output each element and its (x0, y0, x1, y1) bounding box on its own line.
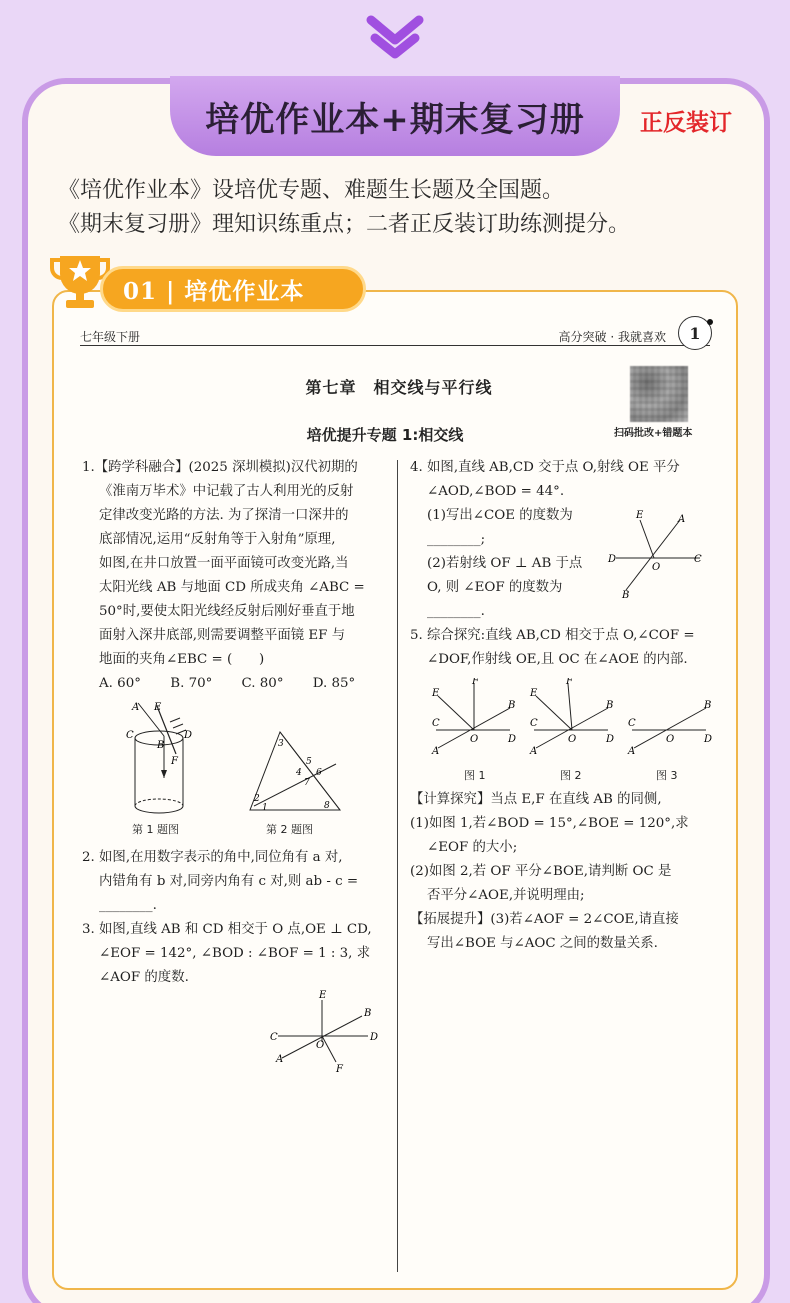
q4-line: ________. (427, 604, 485, 619)
svg-text:E: E (432, 688, 440, 699)
svg-text:C: C (530, 718, 538, 729)
svg-text:B: B (508, 700, 516, 711)
figure-5-1 (424, 678, 520, 758)
svg-text:F: F (566, 678, 573, 687)
svg-text:D: D (508, 734, 517, 745)
q1-line: 50°时,要使太阳光线经反射后刚好垂直于地 (99, 604, 355, 619)
svg-text:O: O (470, 734, 479, 745)
q4-line: (2)若射线 OF ⊥ AB 于点 (427, 556, 583, 571)
svg-text:C: C (432, 718, 440, 729)
q1-option-a: A. 60° (99, 676, 141, 691)
svg-text:E: E (636, 510, 644, 521)
q1-line: 地面的夹角∠EBC = ( ) (99, 652, 265, 667)
svg-text:A: A (530, 746, 538, 757)
figure-5-2 (522, 678, 618, 758)
q5-line: ∠DOF,作射线 OE,且 OC 在∠AOE 的内部. (427, 652, 688, 667)
banner-title: 培优作业本+期末复习册 (205, 99, 585, 140)
figure-2-triangle (244, 726, 354, 818)
q1-line: 面射入深井底部,则需要调整平面镜 EF 与 (99, 628, 346, 643)
svg-text:C: C (694, 554, 702, 565)
svg-text:A: A (628, 746, 636, 757)
q4-line: 4. 如图,直线 AB,CD 交于点 O,射线 OE 平分 (410, 460, 680, 475)
q3-line: ∠AOF 的度数. (99, 970, 189, 985)
question-3 (82, 918, 384, 990)
svg-text:B: B (704, 700, 712, 711)
svg-text:D: D (370, 1032, 379, 1043)
svg-text:O: O (316, 1040, 325, 1051)
svg-text:4: 4 (296, 768, 302, 778)
q1-line: 《淮南万毕术》中记载了古人利用光的反射 (99, 484, 354, 499)
q5-part-line: ∠EOF 的大小; (427, 840, 518, 855)
figure-1-well (124, 698, 234, 818)
intro-text (58, 174, 630, 242)
svg-text:C: C (270, 1032, 278, 1043)
svg-text:2: 2 (254, 794, 260, 804)
section-tag (100, 266, 366, 312)
q3-line: 3. 如图,直线 AB 和 CD 相交于 O 点,OE ⊥ CD, (82, 922, 372, 937)
q1-line: 太阳光线 AB 与地面 CD 所成夹角 ∠ABC = (99, 580, 365, 595)
svg-text:O: O (568, 734, 577, 745)
question-5-parts (410, 788, 712, 956)
q5-part-line: (2)如图 2,若 OF 平分∠BOE,请判断 OC 是 (410, 864, 672, 879)
q2-line: ________. (99, 898, 157, 913)
figure-5-3 (620, 678, 716, 758)
q1-line: 1.【跨学科融合】(2025 深圳模拟)汉代初期的 (82, 460, 358, 475)
column-divider (397, 460, 398, 1272)
svg-text:E: E (154, 702, 162, 713)
svg-text:B: B (606, 700, 614, 711)
svg-text:O: O (666, 734, 675, 745)
svg-text:O: O (652, 562, 661, 573)
q4-line: ∠AOD,∠BOD = 44°. (427, 484, 565, 499)
q5-part-line: (1)如图 1,若∠BOD = 15°,∠BOE = 120°,求 (410, 816, 689, 831)
svg-text:3: 3 (278, 739, 284, 749)
svg-text:A: A (132, 702, 140, 713)
q1-option-c: C. 80° (241, 676, 284, 691)
q5-part-line: 写出∠BOE 与∠AOC 之间的数量关系. (427, 936, 658, 951)
qr-code[interactable] (630, 366, 688, 422)
q4-line: O, 则 ∠EOF 的度数为 (427, 580, 563, 595)
q1-line: 定律改变光路的方法. 为了探清一口深井的 (99, 508, 349, 523)
figure-1-caption: 第 1 题图 (132, 823, 179, 836)
q5-part-line: 【拓展提升】(3)若∠AOF = 2∠COE,请直接 (410, 912, 679, 927)
q5-part-line: 否平分∠AOE,并说明理由; (427, 888, 585, 903)
page-number: 1 (678, 316, 712, 350)
svg-text:B: B (622, 590, 630, 598)
question-5 (410, 624, 712, 672)
svg-text:C: C (126, 730, 134, 741)
q2-line: 2. 如图,在用数字表示的角中,同位角有 a 对, (82, 850, 343, 865)
svg-text:D: D (184, 730, 193, 741)
svg-text:C: C (628, 718, 636, 729)
q5-part-line: 【计算探究】当点 E,F 在直线 AB 的同侧, (410, 792, 662, 807)
intro-line: 《培优作业本》设培优专题、难题生长题及全国题。 (58, 178, 565, 203)
section-tag-label: 01 | 培优作业本 (123, 277, 305, 305)
svg-text:A: A (678, 514, 686, 525)
figure-5-3-caption: 图 3 (656, 769, 678, 782)
q4-line: ________; (427, 532, 486, 547)
svg-text:D: D (606, 734, 615, 745)
svg-text:B: B (157, 740, 165, 751)
question-1 (82, 456, 384, 696)
q4-line: (1)写出∠COE 的度数为 (427, 508, 573, 523)
q3-line: ∠EOF = 142°, ∠BOD : ∠BOF = 1 : 3, 求 (99, 946, 371, 961)
topic-title: 培优提升专题 1:相交线 (306, 426, 464, 444)
qr-caption: 扫码批改+错题本 (614, 428, 693, 439)
binding-label: 正反装订 (640, 110, 732, 136)
svg-text:F: F (336, 1064, 343, 1075)
figure-3-lines (264, 986, 384, 1076)
page-header (80, 326, 710, 346)
q1-options (82, 672, 384, 696)
svg-text:A: A (276, 1054, 284, 1065)
svg-text:B: B (364, 1008, 372, 1019)
header-series: 高分突破 · 我就喜欢 (558, 330, 666, 344)
figure-5-2-caption: 图 2 (560, 769, 582, 782)
question-2 (82, 846, 384, 918)
svg-text:1: 1 (262, 803, 268, 813)
svg-text:E: E (530, 688, 538, 699)
figure-2-caption: 第 2 题图 (266, 823, 313, 836)
q1-line: 如图,在井口放置一面平面镜可改变光路,当 (99, 556, 349, 571)
figure-5-1-caption: 图 1 (464, 769, 486, 782)
svg-text:A: A (432, 746, 440, 757)
chevron-down-icon (365, 14, 425, 62)
q1-option-d: D. 85° (312, 676, 356, 691)
svg-text:7: 7 (304, 778, 310, 788)
banner-title-tab (170, 76, 620, 156)
header-grade: 七年级下册 (80, 330, 141, 344)
page-number-dot (707, 319, 713, 325)
svg-text:D: D (608, 554, 617, 565)
svg-text:F: F (472, 678, 479, 687)
figure-4-lines (606, 508, 710, 598)
q1-option-b: B. 70° (170, 676, 213, 691)
q2-line: 内错角有 b 对,同旁内角有 c 对,则 ab - c = (99, 874, 359, 889)
svg-text:F: F (171, 756, 178, 767)
svg-text:D: D (704, 734, 713, 745)
chapter-title: 第七章 相交线与平行线 (305, 378, 493, 397)
q1-line: 底部情况,运用“反射角等于入射角”原理, (99, 532, 336, 547)
svg-text:E: E (319, 990, 327, 1001)
svg-text:5: 5 (306, 757, 312, 767)
svg-text:8: 8 (324, 801, 330, 811)
q5-line: 5. 综合探究:直线 AB,CD 相交于点 O,∠COF = (410, 628, 695, 643)
intro-line: 《期末复习册》理知识练重点；二者正反装订助练测提分。 (58, 212, 631, 237)
svg-text:6: 6 (316, 768, 322, 778)
